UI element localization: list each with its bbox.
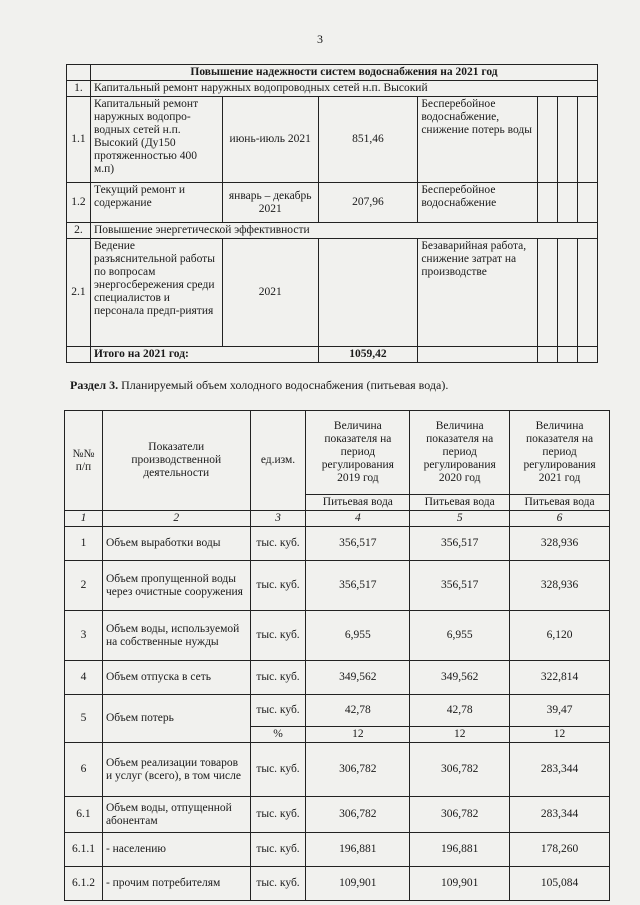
indicator-name: Объем воды, используемой на собственные нужды <box>102 611 250 661</box>
section-number: 2. <box>67 223 91 239</box>
section-title: Повышение энергетической эффективности <box>90 223 597 239</box>
indicator-name: Объем реализации товаров и услуг (всего), в том числе <box>102 743 250 797</box>
value-2019: 6,955 <box>306 611 410 661</box>
row-number: 6.1.1 <box>65 833 103 867</box>
section-3-heading <box>70 378 610 393</box>
table-row <box>65 661 610 695</box>
table-row <box>67 239 598 347</box>
indicator-name: - населению <box>102 833 250 867</box>
unit: тыс. куб. <box>250 695 306 727</box>
reliability-measures-table <box>66 64 598 363</box>
table-row <box>65 695 610 727</box>
value-2020: 42,78 <box>410 695 510 727</box>
measure-effect: Бесперебойное водоснабжение <box>418 183 538 223</box>
value-2019: 109,901 <box>306 867 410 901</box>
row-number: 3 <box>65 611 103 661</box>
value-2019: 12 <box>306 727 410 743</box>
value-2020: 196,881 <box>410 833 510 867</box>
unit: тыс. куб. <box>250 743 306 797</box>
indicator-name: Объем выработки воды <box>102 527 250 561</box>
column-number-row <box>65 511 610 527</box>
table1-header: Повышение надежности систем водоснабжения на 2021 год <box>90 65 597 81</box>
value-2021: 105,084 <box>510 867 610 901</box>
table-row <box>65 561 610 611</box>
value-2021: 12 <box>510 727 610 743</box>
value-2019: 306,782 <box>306 797 410 833</box>
row-number: 4 <box>65 661 103 695</box>
measure-cost: 207,96 <box>318 183 418 223</box>
unit: тыс. куб. <box>250 527 306 561</box>
col-2019-header: Величина показателя на период регулирования 2019 год <box>306 411 410 495</box>
row-number: 6.1 <box>65 797 103 833</box>
table-row <box>65 527 610 561</box>
indicator-name: Объем потерь <box>102 695 250 743</box>
row-number: 6.1.2 <box>65 867 103 901</box>
measure-effect: Безаварийная работа, снижение затрат на производстве <box>418 239 538 347</box>
col-2021-header: Величина показателя на период регулирования 2021 год <box>510 411 610 495</box>
value-2021: 178,260 <box>510 833 610 867</box>
value-2021: 328,936 <box>510 561 610 611</box>
indicator-name: Объем пропущенной воды через очистные сооружения <box>102 561 250 611</box>
value-2019: 196,881 <box>306 833 410 867</box>
value-2021: 322,814 <box>510 661 610 695</box>
col-unit-header: ед.изм. <box>250 411 306 511</box>
column-number: 5 <box>410 511 510 527</box>
indicator-name: Объем отпуска в сеть <box>102 661 250 695</box>
value-2021: 283,344 <box>510 743 610 797</box>
value-2020: 356,517 <box>410 561 510 611</box>
table-row <box>65 797 610 833</box>
column-number: 3 <box>250 511 306 527</box>
row-number: 1.2 <box>67 183 91 223</box>
value-2019: 306,782 <box>306 743 410 797</box>
row-number: 1 <box>65 527 103 561</box>
value-2020: 356,517 <box>410 527 510 561</box>
col-2020-header: Величина показателя на период регулирования 2020 год <box>410 411 510 495</box>
value-2020: 12 <box>410 727 510 743</box>
value-2019: 349,562 <box>306 661 410 695</box>
measure-name: Капитальный ремонт наружных водопро-водных сетей н.п. Высокий (Ду150 протяженностью 400 м.п) <box>90 97 222 183</box>
measure-effect: Бесперебойное водоснабжение, снижение потерь воды <box>418 97 538 183</box>
section-row <box>67 223 598 239</box>
total-label: Итого на 2021 год: <box>90 347 318 363</box>
value-2019: 42,78 <box>306 695 410 727</box>
row-number: 2.1 <box>67 239 91 347</box>
unit: тыс. куб. <box>250 867 306 901</box>
value-2020: 306,782 <box>410 743 510 797</box>
unit: тыс. куб. <box>250 833 306 867</box>
column-number: 1 <box>65 511 103 527</box>
water-type-header: Питьевая вода <box>510 495 610 511</box>
unit: тыс. куб. <box>250 661 306 695</box>
row-number: 5 <box>65 695 103 743</box>
measure-name: Текущий ремонт и содержание <box>90 183 222 223</box>
value-2020: 349,562 <box>410 661 510 695</box>
unit: тыс. куб. <box>250 611 306 661</box>
water-volume-table <box>64 410 610 901</box>
measure-period: 2021 <box>222 239 318 347</box>
column-number: 2 <box>102 511 250 527</box>
water-type-header: Питьевая вода <box>306 495 410 511</box>
value-2021: 283,344 <box>510 797 610 833</box>
value-2020: 109,901 <box>410 867 510 901</box>
total-value: 1059,42 <box>318 347 418 363</box>
unit: тыс. куб. <box>250 797 306 833</box>
row-number: 1.1 <box>67 97 91 183</box>
row-number: 2 <box>65 561 103 611</box>
column-number: 6 <box>510 511 610 527</box>
col-num-header: №№ п/п <box>65 411 103 511</box>
table-row <box>67 97 598 183</box>
value-2020: 306,782 <box>410 797 510 833</box>
water-type-header: Питьевая вода <box>410 495 510 511</box>
page-number: 3 <box>317 32 323 46</box>
measure-cost: 851,46 <box>318 97 418 183</box>
section-row <box>67 81 598 97</box>
section-number: 1. <box>67 81 91 97</box>
indicator-name: Объем воды, отпущенной абонентам <box>102 797 250 833</box>
column-number: 4 <box>306 511 410 527</box>
unit: % <box>250 727 306 743</box>
unit: тыс. куб. <box>250 561 306 611</box>
measure-period: июнь-июль 2021 <box>222 97 318 183</box>
value-2019: 356,517 <box>306 527 410 561</box>
table-row <box>65 743 610 797</box>
measure-period: январь – декабрь 2021 <box>222 183 318 223</box>
indicator-name: - прочим потребителям <box>102 867 250 901</box>
table-row <box>65 833 610 867</box>
value-2021: 6,120 <box>510 611 610 661</box>
measure-cost <box>318 239 418 347</box>
table-row <box>67 183 598 223</box>
section-text: Планируемый объем холодного водоснабжения (питьевая вода). <box>118 378 449 392</box>
table-row <box>65 611 610 661</box>
total-row <box>67 347 598 363</box>
value-2019: 356,517 <box>306 561 410 611</box>
value-2020: 6,955 <box>410 611 510 661</box>
measure-name: Ведение разъяснительной работы по вопросам энергосбережения среди специалистов и персонала предп-риятия <box>90 239 222 347</box>
section-title: Капитальный ремонт наружных водопроводных сетей н.п. Высокий <box>90 81 597 97</box>
col-indicator-header: Показатели производственной деятельности <box>102 411 250 511</box>
section-label: Раздел 3. <box>70 378 119 392</box>
table-header-row <box>65 411 610 495</box>
value-2021: 39,47 <box>510 695 610 727</box>
table-header-row <box>67 65 598 81</box>
table-row <box>65 867 610 901</box>
value-2021: 328,936 <box>510 527 610 561</box>
row-number: 6 <box>65 743 103 797</box>
